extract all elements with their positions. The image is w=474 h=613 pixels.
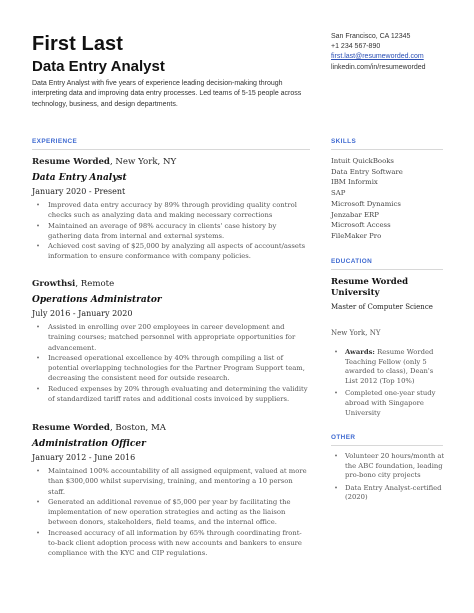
- skill-item: Data Entry Software: [331, 167, 403, 176]
- job-dates: July 2016 - January 2020: [32, 309, 133, 318]
- job-bullet: [32, 528, 310, 559]
- education-school: Resume Worded University: [331, 277, 409, 298]
- bullet-icon: •: [36, 201, 41, 209]
- job-dates: January 2020 - Present: [32, 187, 126, 196]
- bullet-icon: •: [36, 528, 41, 537]
- contact-linkedin[interactable]: linkedin.com/in/resumeworded: [331, 63, 426, 71]
- other-bullet: [331, 452, 446, 481]
- education-bullet: [331, 389, 446, 418]
- other-bullet: [331, 484, 446, 503]
- candidate-name: First Last: [32, 33, 124, 55]
- education-bullets: [331, 348, 446, 421]
- bullet-icon: •: [334, 348, 339, 356]
- job-bullet: [32, 353, 310, 384]
- bullet-text: Data Entry Analyst-certified (2020): [345, 483, 442, 502]
- bullet-label: Awards:: [345, 348, 375, 356]
- bullet-text: Increased operational excellence by 40% through compiling a list of potential overlapping technologies for the Partner Program Support team, decreasing the consistent need for outside research.: [48, 353, 305, 383]
- bullet-text: Maintained an average of 98% accuracy in clients' case history by gathering data from internal and external systems.: [48, 221, 277, 240]
- bullet-text: Maintained 100% accountability of all assigned equipment, valued at more than $300,000 whilst supervising, training, and mentoring a 10 person staff.: [48, 467, 307, 496]
- job-company: Resume Worded: [32, 157, 110, 167]
- job-location: , Boston, MA: [109, 423, 166, 433]
- job-location: , New York, NY: [109, 157, 177, 167]
- bullet-text: Completed one-year study abroad with Singapore University: [345, 389, 436, 417]
- bullet-icon: •: [334, 452, 339, 460]
- bullet-text: Increased accuracy of all information by 65% through coordinating front-to-back client adoption process with new accounts and bankers to ensure compliance with the KYC and CIP regulations.: [48, 528, 302, 558]
- skills-list: [331, 156, 403, 242]
- job-entry: [32, 156, 310, 262]
- job-bullets: [32, 466, 310, 559]
- bullet-icon: •: [36, 323, 41, 331]
- bullet-icon: •: [334, 483, 339, 492]
- bullet-icon: •: [36, 221, 41, 230]
- skill-item: Microsoft Dynamics: [331, 199, 401, 208]
- experience-divider: [32, 149, 310, 150]
- skills-divider: [331, 149, 443, 150]
- job-company: Resume Worded: [32, 423, 110, 433]
- summary-text: Data Entry Analyst with five years of experience leading decision-making through interpreting data and improving data entry processes. Led teams of 5-15 people across technology, business, and design departments.: [32, 80, 302, 108]
- bullet-icon: •: [334, 389, 339, 398]
- skill-item: SAP: [331, 189, 346, 198]
- skill-item: FileMaker Pro: [331, 231, 382, 240]
- bullet-icon: •: [36, 497, 41, 506]
- bullet-icon: •: [36, 384, 41, 393]
- job-role: Operations Administrator: [32, 295, 162, 305]
- job-entry: [32, 422, 310, 559]
- job-bullet: [32, 497, 310, 528]
- skill-item: Microsoft Access: [331, 221, 391, 230]
- bullet-text: Achieved cost saving of $25,000 by analyzing all aspects of account/assets information to ensure conformance with company policies.: [48, 242, 306, 261]
- job-bullet: [32, 241, 310, 262]
- education-heading: EDUCATION: [331, 258, 373, 265]
- bullet-text: Volunteer 20 hours/month at the ABC foundation, leading pro-bono city projects: [345, 452, 445, 480]
- skill-item: Jenzabar ERP: [331, 210, 379, 219]
- job-role: Data Entry Analyst: [32, 173, 127, 183]
- other-bullets: [331, 452, 446, 506]
- education-degree: Master of Computer Science: [331, 303, 433, 311]
- skill-item: Intuit QuickBooks: [331, 157, 394, 165]
- contact-email-link[interactable]: first.last@resumeworded.com: [331, 53, 424, 61]
- job-bullet: [32, 221, 310, 242]
- skill-item: IBM Informix: [331, 178, 378, 187]
- job-bullet: [32, 322, 310, 353]
- education-bullet: [331, 348, 446, 386]
- bullet-text: Assisted in enrolling over 200 employees in career development and training courses; matched personnel with appropriate opportunities for advancement.: [48, 323, 296, 352]
- job-bullet: [32, 466, 310, 497]
- job-company-line: [32, 278, 310, 291]
- job-company-line: [32, 422, 310, 435]
- bullet-icon: •: [36, 353, 41, 362]
- experience-heading: EXPERIENCE: [32, 138, 78, 145]
- job-bullet: [32, 384, 310, 405]
- bullet-text: Resume Worded Teaching Fellow (only 5 awarded to class), Dean's List 2012 (Top 10%): [345, 348, 434, 385]
- bullet-icon: •: [36, 242, 41, 251]
- job-bullets: [32, 200, 310, 262]
- education-location: New York, NY: [331, 329, 381, 337]
- bullet-icon: •: [36, 467, 41, 475]
- job-company: Growthsi: [32, 279, 76, 289]
- bullet-text: Reduced expenses by 20% through evaluating and determining the validity of standardized tariff rates and additional costs invoiced by suppliers.: [48, 384, 308, 404]
- other-divider: [331, 445, 443, 446]
- job-role: Administration Officer: [32, 439, 146, 449]
- bullet-text: Improved data entry accuracy by 89% through providing quality control checks such as analyzing data and making necessary corrections: [48, 201, 297, 220]
- job-bullets: [32, 322, 310, 404]
- job-entry: [32, 278, 310, 404]
- education-divider: [331, 269, 443, 270]
- contact-phone: +1 234 567-890: [331, 43, 381, 51]
- skills-heading: SKILLS: [331, 138, 357, 145]
- candidate-title: Data Entry Analyst: [32, 58, 165, 75]
- job-company-line: [32, 156, 310, 169]
- contact-location: San Francisco, CA 12345: [331, 33, 411, 40]
- job-dates: January 2012 - June 2016: [32, 453, 136, 462]
- job-bullet: [32, 200, 310, 221]
- other-heading: OTHER: [331, 434, 356, 441]
- job-location: , Remote: [75, 279, 115, 289]
- contact-block: [331, 32, 426, 73]
- bullet-text: Generated an additional revenue of $5,000 per year by facilitating the implementation of new operation strategies and acting as the liaison between donors, stakeholders, field teams, and the internal office.: [48, 497, 291, 527]
